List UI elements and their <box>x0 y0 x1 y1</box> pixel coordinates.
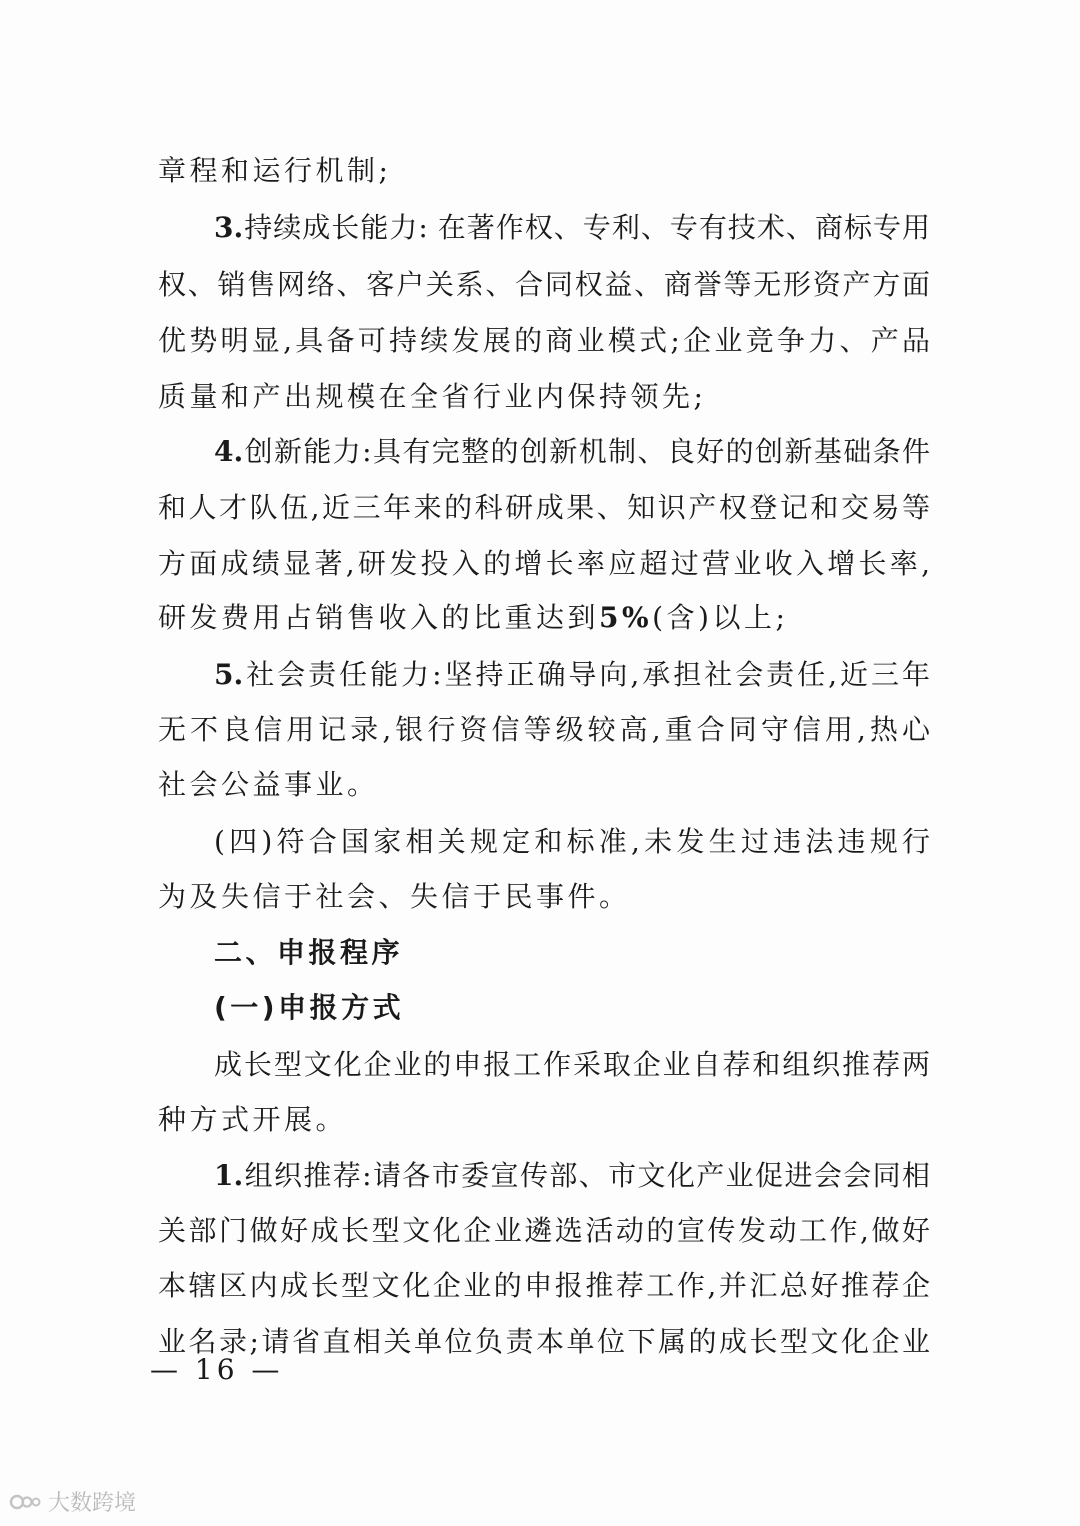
paragraph-line: 种方式开展。 <box>158 1103 348 1136</box>
paragraph-line: 权、销售网络、客户关系、合同权益、商誉等无形资产方面 <box>158 268 930 301</box>
paragraph-line: 方面成绩显著,研发投入的增长率应超过营业收入增长率, <box>158 547 930 580</box>
section-heading: 二、申报程序 <box>214 936 404 969</box>
watermark-text: 大数跨境 <box>48 1491 137 1516</box>
paragraph-line: 本辖区内成长型文化企业的申报推荐工作,并汇总好推荐企 <box>158 1269 930 1302</box>
item-number: 1. <box>214 1159 244 1192</box>
paragraph-line: 1.组织推荐:请各市委宣传部、市文化产业促进会会同相 <box>214 1159 930 1192</box>
paragraph-line: 关部门做好成长型文化企业遴选活动的宣传发动工作,做好 <box>158 1214 930 1247</box>
item-number: 4. <box>214 435 244 468</box>
page-number: — 16 — <box>150 1353 284 1386</box>
paragraph-line: 为及失信于社会、失信于民事件。 <box>158 880 631 913</box>
item-number: 5. <box>214 658 244 691</box>
watermark-logo-icon <box>8 1492 42 1512</box>
paragraph-line: 无不良信用记录,银行资信等级较高,重合同守信用,热心 <box>158 713 930 746</box>
paragraph-line: 业名录;请省直相关单位负责本单位下属的成长型文化企业 <box>158 1325 930 1358</box>
paragraph-line: 章程和运行机制; <box>158 154 392 187</box>
paragraph-line: 和人才队伍,近三年来的科研成果、知识产权登记和交易等 <box>158 491 930 524</box>
paragraph-line: 5.社会责任能力:坚持正确导向,承担社会责任,近三年 <box>214 658 930 691</box>
paragraph-line: (四)符合国家相关规定和标准,未发生过违法违规行 <box>214 825 930 858</box>
paragraph-line: 质量和产出规模在全省行业内保持领先; <box>158 380 707 413</box>
paragraph-line: 优势明显,具备可持续发展的商业模式;企业竞争力、产品 <box>158 324 930 357</box>
paragraph-line: 成长型文化企业的申报工作采取企业自荐和组织推荐两 <box>214 1048 930 1081</box>
percentage: 5% <box>599 601 653 634</box>
watermark <box>8 1486 136 1517</box>
item-number: 3. <box>214 211 244 244</box>
subsection-heading: (一)申报方式 <box>214 991 405 1024</box>
paragraph-line: 4.创新能力:具有完整的创新机制、良好的创新基础条件 <box>214 435 930 468</box>
paragraph-line: 社会公益事业。 <box>158 768 379 801</box>
paragraph-line: 研发费用占销售收入的比重达到5%(含)以上; <box>158 601 789 634</box>
paragraph-line: 3.持续成长能力: 在著作权、专利、专有技术、商标专用 <box>214 211 930 244</box>
